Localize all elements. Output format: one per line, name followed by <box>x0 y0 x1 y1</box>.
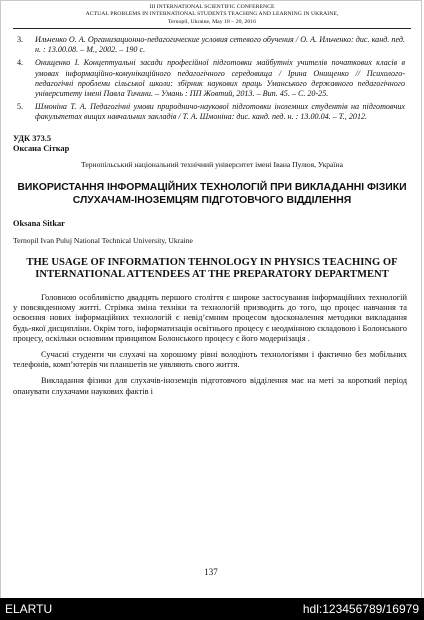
reference-item <box>13 102 411 122</box>
footer-bar <box>0 598 424 620</box>
article-title-ua: ВИКОРИСТАННЯ ІНФОРМАЦІЙНИХ ТЕХНОЛОГІЙ ПРИ ВИКЛАДАННІ ФІЗИКИ СЛУХАЧАМ-ІНОЗЕМЦЯМ ПІДГОТОВЧОГО ВІДДІЛЕННЯ <box>17 182 407 206</box>
reference-number: 4. <box>17 58 24 68</box>
reference-item <box>13 58 411 99</box>
page-number: 137 <box>204 567 218 577</box>
conference-header-line: III INTERNATIONAL SCIENTIFIC CONFERENCE <box>149 4 275 10</box>
body-paragraph: Сучасні студенти чи слухачі на хорошому рівні володіють технологіями і фактично без мобільних телефонів, комп’ютерів чи планшетів не уявляють свого життя. <box>13 349 407 370</box>
affiliation-ua: Тернопільський національний технічний університет імені Івана Пулюя, Україна <box>81 160 343 170</box>
reference-number: 3. <box>17 34 24 44</box>
reference-list <box>13 35 411 123</box>
reference-number: 5. <box>17 102 24 112</box>
handle-identifier: hdl:123456789/16979 <box>302 602 419 616</box>
page-content <box>13 1 411 598</box>
repository-name: ELARTU <box>5 602 53 616</box>
body-paragraph: Викладання фізики для слухачів-іноземців підготовчого відділення має на меті за короткий період опанувати слухачами наукових фактів і <box>13 376 407 396</box>
header-rule <box>13 28 411 29</box>
reference-text: Онищенко І. Концептуальні засади професійної підготовки майбутніх учителів початкових класів в умовах інформаційно-комунікаційного педагогічного середовища / Ірина Онищенко // Психолого-педагогічні проблеми сільської школи: збірник наукових праць Уманського державного педагогічного університету імені Павла Тичини. – Умань : ПП Жовтий, 2013. – Вип. 45. – С. 20-25. <box>35 58 405 98</box>
body-paragraph: Головною особливістю двадцять першого століття є широке застосування інформаційних технологій у повсякденному житті. Стрімка зміна техніки та технологій призводить до того, що процес навчання та освоєння нових інформаційних технологій є невід’ємним процесом вдосконалення методики викладання будь-якої дисципліни. Окрім того, інформатизація освітнього процесу є неодмінною складовою і Болонського процесу, оскільки основним принципом Болонського процесу є його модернізація . <box>13 292 407 343</box>
conference-header <box>13 1 411 26</box>
article-body <box>13 293 411 397</box>
conference-header-line: Ternopil, Ukraine, May 18 – 20, 2016 <box>167 18 257 25</box>
author-name-en: Oksana Sitkar <box>13 219 65 229</box>
reference-text: Ильченко О. А. Организационно-педагогические условия сетевого обучения / О. А. Ильченко: дис. канд. пед. н. : 13.00.08. – М., 2002. – 190 с. <box>35 34 405 55</box>
affiliation-en: Ternopil Ivan Puluj National Technical University, Ukraine <box>13 235 193 245</box>
reference-text: Шмоніна Т. А. Педагогічні умови природничо-наукової підготовки іноземних студентів на підготовчих факультетах вищих навчальних закладів / Т. А. Шмоніна: дис. канд. пед. н. : 13.00.04. – Т., 2012. <box>35 102 405 122</box>
author-name-ua: Оксана Сіткар <box>13 143 70 153</box>
reference-item <box>13 35 411 55</box>
udc-code: УДК 373.5 <box>13 133 52 143</box>
article-title-en: THE USAGE OF INFORMATION TEHNOLOGY IN PHYSICS TEACHING OF INTERNATIONAL ATTENDEES AT THE PREPARATORY DEPARTMENT <box>26 256 398 280</box>
conference-header-line: ACTUAL PROBLEMS IN INTERNATIONAL STUDENTS TEACHING AND LEARNING IN UKRAINE, <box>85 11 339 18</box>
